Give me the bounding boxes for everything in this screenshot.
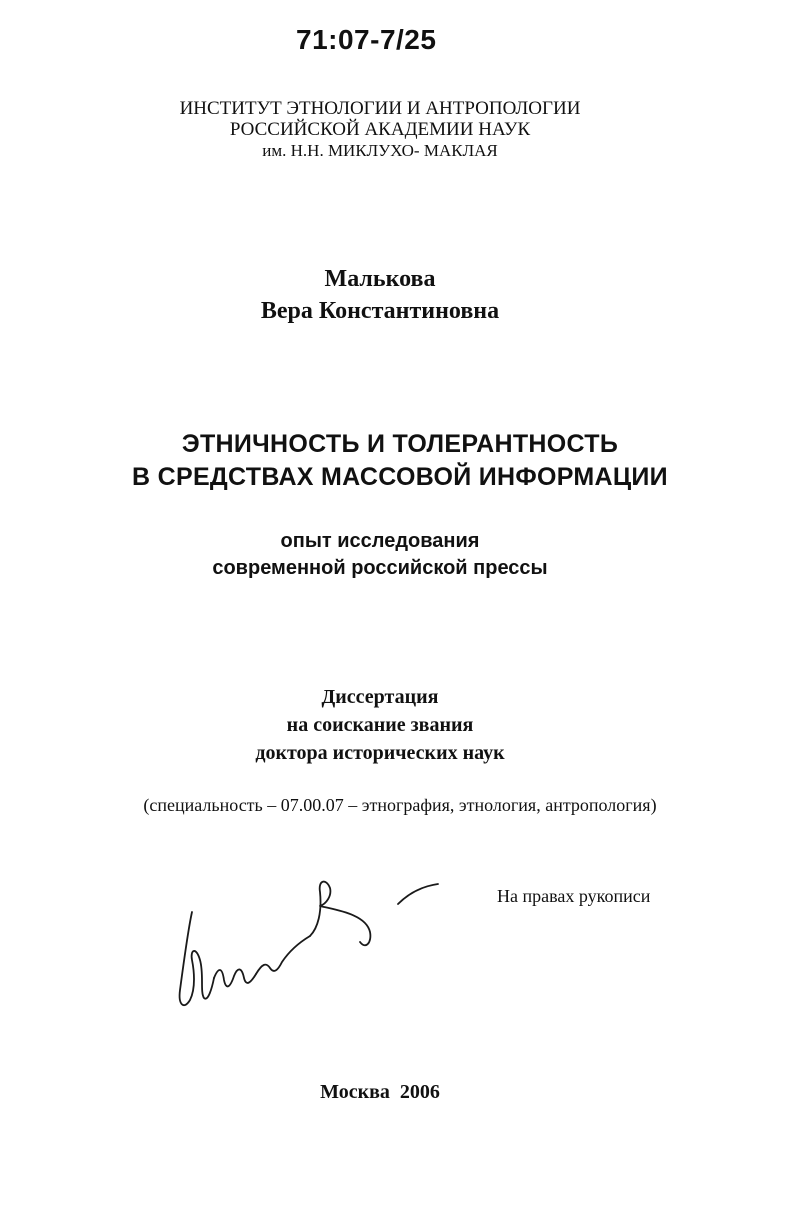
title-line-2: В СРЕДСТВАХ МАССОВОЙ ИНФОРМАЦИИ [132,463,668,491]
place-and-year [300,1081,460,1104]
author-surname: Малькова [324,266,436,292]
manuscript-rights-note: На правах рукописи [497,886,651,906]
institution-line-2: РОССИЙСКОЙ АКАДЕМИИ НАУК [229,119,531,140]
dissertation-line-1: Диссертация [321,686,439,708]
city-name: Москва [320,1081,390,1103]
year: 2006 [399,1081,440,1103]
author-given-names: Вера Константиновна [260,298,500,324]
dissertation-line-3: доктора исторических наук [255,742,505,764]
title-line-1: ЭТНИЧНОСТЬ И ТОЛЕРАНТНОСТЬ [181,430,619,458]
institution-line-1: ИНСТИТУТ ЭТНОЛОГИИ И АНТРОПОЛОГИИ [179,98,581,119]
dissertation-line-2: на соискание звания [286,714,474,736]
catalog-code: 71:07-7/25 [296,24,437,55]
institution-line-3: им. Н.Н. МИКЛУХО- МАКЛАЯ [262,141,498,160]
subtitle-line-1: опыт исследования [280,530,480,552]
specialty-line: (специальность – 07.00.07 – этнография, этнология, антропология) [143,795,657,815]
handwritten-signature [170,870,450,1030]
subtitle-line-2: современной российской прессы [212,557,548,579]
